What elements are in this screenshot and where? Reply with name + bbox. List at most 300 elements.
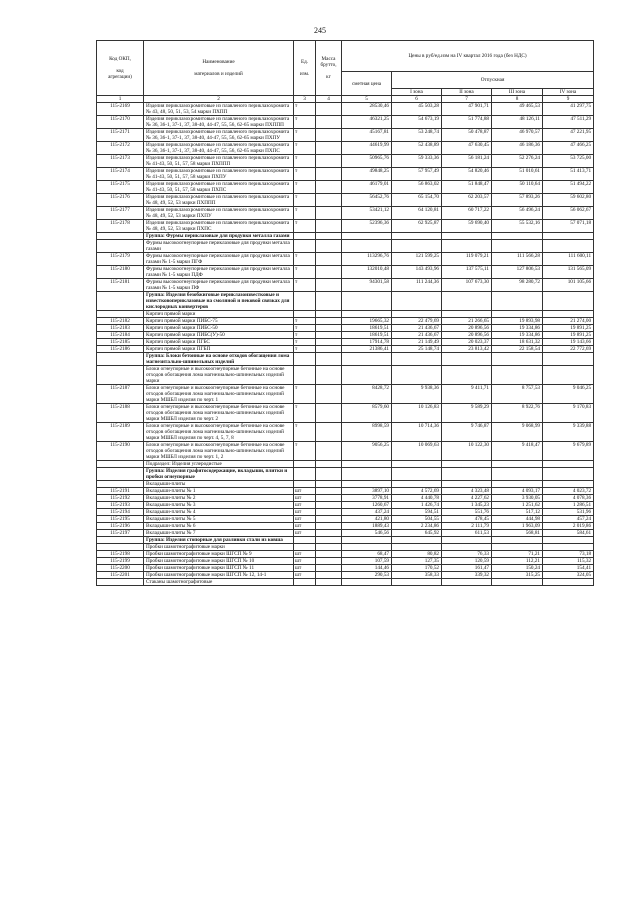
row-name: Блоки огнеупорные и высокоогнеупорные бетонные на основе отходов обогащения лома магнезиально-шпинельных изделий марки МШБЛ изделия по черт. 4, 5, 7, 8 [144,423,294,442]
row-unit: т [294,442,316,461]
column-index-row [97,96,594,103]
row-price: 21 274,00 [543,318,594,325]
row-price: 47 901,71 [442,103,492,116]
row-price: 127 806,53 [492,266,543,279]
row-price: 51 494,22 [543,181,594,194]
row-price: 150,24 [492,565,543,572]
row-name: Фурмы высокоогнеупорные периклазовые для продувки металла газами № 1-5 марки ПГФ [144,253,294,266]
row-empty-cell [392,461,442,468]
row-unit: т [294,194,316,207]
row-empty-cell [543,353,594,366]
row-price: 111 566,28 [492,253,543,266]
row-price: 4 093,17 [492,488,543,495]
row-price: 9 339,88 [543,423,594,442]
row-price: 611,53 [442,530,492,537]
row-price: 19 893,98 [492,318,543,325]
table-body [97,103,594,586]
group-heading-row [97,292,594,311]
row-empty-cell [392,353,442,366]
row-price: 8579,60 [342,404,392,423]
row-price: 57 071,18 [543,220,594,233]
row-price: 41 297,75 [543,103,594,116]
row-empty-cell [492,292,543,311]
row-empty-cell [492,579,543,586]
table-row [97,168,594,181]
row-price: 531,96 [543,509,594,516]
group-heading-row [97,233,594,240]
row-code: 115-2201 [97,572,144,579]
row-empty-cell [392,240,442,253]
row-code: 115-2190 [97,442,144,461]
row-empty-cell [543,240,594,253]
row-code: 115-2191 [97,488,144,495]
row-code: 115-2187 [97,385,144,404]
row-price: 46 970,57 [492,129,543,142]
table-row [97,385,594,404]
row-empty-cell [492,481,543,488]
row-price: 62 203,57 [442,194,492,207]
row-heading: Стаканы шамотнографитовые [144,579,294,586]
row-name: Изделия периклазохромитовые из плавленого периклазохромита № 41-43, 50, 51, 57, 58 марки ПХПУ [144,168,294,181]
row-price: 76,33 [442,551,492,558]
row-mass [316,565,342,572]
row-price: 421,80 [342,516,392,523]
table-row [97,103,594,116]
row-price: 59 690,40 [442,220,492,233]
row-code [97,481,144,488]
row-price: 18619,51 [342,332,392,339]
row-empty-cell [316,311,342,318]
row-empty-cell [442,311,492,318]
row-empty-cell [342,366,392,385]
row-empty-cell [543,468,594,481]
row-price: 19 891,25 [543,332,594,339]
table-row [97,279,594,292]
row-empty-cell [492,353,543,366]
row-heading: Кирпич прямой марки [144,311,294,318]
row-code: 115-2195 [97,516,144,523]
row-unit: т [294,155,316,168]
row-price: 546,56 [342,530,392,537]
subheading-row [97,366,594,385]
row-empty-cell [342,481,392,488]
row-price: 4 227,62 [442,495,492,502]
row-price: 161,47 [442,565,492,572]
row-price: 25 148,74 [392,346,442,353]
row-price: 119 079,21 [442,253,492,266]
row-code: 115-2198 [97,551,144,558]
row-code [97,537,144,544]
row-price: 131 565,09 [543,266,594,279]
row-empty-cell [492,366,543,385]
row-price: 1 251,62 [492,502,543,509]
row-empty-cell [294,233,316,240]
row-price: 2 019,86 [543,523,594,530]
row-price: 584,61 [543,530,594,537]
row-name: Фурмы высокоогнеупорные периклазовые для продувки металла газами № 1-5 марки ПДФ [144,266,294,279]
row-mass [316,253,342,266]
row-price: 56 863,02 [392,181,442,194]
row-price: 2 111,79 [442,523,492,530]
group-heading-row [97,353,594,366]
row-name: Кирпич прямой марки ПИБС-50 [144,325,294,332]
header-otpusk: Отпускная [392,72,594,89]
row-price: 9056,25 [342,442,392,461]
row-price: 143 493,96 [392,266,442,279]
row-price: 56 496,24 [492,207,543,220]
row-empty-cell [492,544,543,551]
row-price: 107,59 [342,558,392,565]
row-empty-cell [442,353,492,366]
row-price: 21 149,49 [392,339,442,346]
row-mass [316,181,342,194]
row-price: 444,98 [492,516,543,523]
subheading-row [97,544,594,551]
row-code: 115-2170 [97,116,144,129]
row-price: 645,92 [392,530,442,537]
row-unit: т [294,318,316,325]
row-mass [316,551,342,558]
row-price: 1260,67 [342,502,392,509]
row-price: 115,32 [543,558,594,565]
row-unit: шт [294,530,316,537]
row-empty-cell [342,292,392,311]
row-name: Изделия периклазохромитовые из плавленого периклазохромита № 48, 49, 52, 53 марки ПХПС [144,220,294,233]
row-price: 64 120,81 [392,207,442,220]
row-empty-cell [294,461,316,468]
row-name: Пробки шамотнографитовые марки ШГСП № 11 [144,565,294,572]
row-price: 47 466,25 [543,142,594,155]
row-price: 20 023,37 [442,339,492,346]
row-price: 10 714,36 [392,423,442,442]
row-price: 53 725,00 [543,155,594,168]
row-unit: т [294,346,316,353]
row-price: 10 122,30 [442,442,492,461]
row-mass [316,325,342,332]
row-price: 50965,76 [342,155,392,168]
row-price: 53421,12 [342,207,392,220]
row-price: 68,47 [342,551,392,558]
row-code: 115-2175 [97,181,144,194]
row-price: 144,46 [342,565,392,572]
table-row [97,325,594,332]
row-name: Блоки огнеупорные и высокоогнеупорные бетонные на основе отходов обогащения лома магнезиально-шпинельных изделий марки МШБЛ изделия по черт. 1 [144,385,294,404]
row-empty-cell [442,292,492,311]
row-name: Фурмы высокоогнеупорные периклазовые для продувки металла газами № 1-5 марки ПФ [144,279,294,292]
row-heading: Группа: Изделия графитосодержащие, вкладыши, плитки и пробки огнеупорные [144,468,294,481]
row-mass [316,558,342,565]
header-unit: Ед. изм. [294,41,316,96]
table-row [97,194,594,207]
row-price: 60 717,22 [442,207,492,220]
row-price: 45167,81 [342,129,392,142]
row-unit: шт [294,565,316,572]
row-unit: т [294,168,316,181]
row-name: Блоки огнеупорные и высокоогнеупорные бетонные на основе отходов обогащения лома магнезиально-шпинельных изделий марки МШБЛ изделия по черт. 1, 2 [144,442,294,461]
row-price: 56 062,67 [543,207,594,220]
row-name: Кирпич прямой марки ПИБС(У)-50 [144,332,294,339]
row-price: 47 630,45 [442,142,492,155]
row-price: 120,59 [442,558,492,565]
row-empty-cell [294,366,316,385]
row-name: Изделия периклазохромитовые из плавленого периклазохромита № 36, 36-1, 37-1, 37, 38-40, 44-47, 55, 56, 62-65 марки ПХПС [144,142,294,155]
col-index: 3 [294,96,316,103]
row-code [97,240,144,253]
row-price: 8 922,76 [492,404,543,423]
row-name: Пробки шамотнографитовые марки ШГСП № 10 [144,558,294,565]
row-unit: шт [294,558,316,565]
row-empty-cell [392,537,442,544]
row-empty-cell [342,537,392,544]
row-unit: шт [294,502,316,509]
table-row [97,116,594,129]
col-index: 4 [316,96,342,103]
table-row [97,181,594,194]
row-unit: т [294,116,316,129]
row-mass [316,385,342,404]
row-empty-cell [492,311,543,318]
row-price: 94301,58 [342,279,392,292]
row-unit: шт [294,551,316,558]
row-name: Вкладыши-плиты № 6 [144,523,294,530]
row-empty-cell [316,537,342,544]
row-code: 115-2174 [97,168,144,181]
row-unit: т [294,385,316,404]
row-empty-cell [543,481,594,488]
row-price: 3778,91 [342,495,392,502]
table-row [97,318,594,325]
row-price: 21 436,67 [392,325,442,332]
row-empty-cell [442,481,492,488]
row-price: 10 126,83 [392,404,442,423]
col-index: 2 [144,96,294,103]
row-empty-cell [342,461,392,468]
row-empty-cell [392,544,442,551]
row-empty-cell [442,537,492,544]
row-empty-cell [543,579,594,586]
col-index: 7 [442,96,492,103]
row-price: 551,76 [442,509,492,516]
table-row [97,339,594,346]
row-code [97,461,144,468]
table-row [97,502,594,509]
row-code [97,233,144,240]
row-code: 115-2181 [97,279,144,292]
subheading-row [97,461,594,468]
col-index: 5 [342,96,392,103]
row-code: 115-2179 [97,253,144,266]
row-price: 1 286,51 [543,502,594,509]
row-name: Кирпич прямой марки ПГБС [144,339,294,346]
row-empty-cell [442,579,492,586]
row-empty-cell [442,468,492,481]
row-empty-cell [392,366,442,385]
row-name: Пробки шамотнографитовые марки ШГСП № 12, 14-1 [144,572,294,579]
row-empty-cell [294,468,316,481]
row-unit: т [294,253,316,266]
row-unit: т [294,266,316,279]
row-empty-cell [342,544,392,551]
row-mass [316,220,342,233]
row-code: 115-2183 [97,325,144,332]
row-price: 21 266,65 [442,318,492,325]
row-price: 19 334,86 [492,325,543,332]
row-mass [316,168,342,181]
row-heading: Группа: Фурмы периклазовые для продувки металла газами [144,233,294,240]
row-price: 51 848,47 [442,181,492,194]
row-unit: т [294,220,316,233]
row-unit: т [294,404,316,423]
table-row [97,551,594,558]
row-code: 115-2178 [97,220,144,233]
row-mass [316,423,342,442]
row-price: 59 333,36 [392,155,442,168]
row-price: 71,21 [492,551,543,558]
row-empty-cell [294,311,316,318]
row-unit: т [294,129,316,142]
table-row [97,423,594,442]
row-price: 437,24 [342,509,392,516]
row-name: Вкладыши-плиты № 7 [144,530,294,537]
row-price: 18619,51 [342,325,392,332]
row-empty-cell [294,579,316,586]
row-mass [316,404,342,423]
row-price: 504,55 [392,516,442,523]
row-heading: Блоки огнеупорные и высокоогнеупорные бетонные на основе отходов обогащения лома магнезиально-шпинельных изделий марки [144,366,294,385]
row-mass [316,318,342,325]
row-price: 315,25 [492,572,543,579]
row-heading: Группа: Изделия безобжиговые периклазоизвестковые и известковопериклазовые на смоляной и пековой связках для кислородных конвертеров [144,292,294,311]
row-price: 45 503,28 [392,103,442,116]
row-name: Изделия периклазохромитовые из плавленого периклазохромита № 41-43, 50, 51, 57, 58 марки ПХПС [144,181,294,194]
row-price: 9 938,36 [392,385,442,404]
price-table [96,40,594,586]
row-empty-cell [492,537,543,544]
row-price: 23 813,42 [442,346,492,353]
row-name: Пробки шамотнографитовые марки ШГСП № 9 [144,551,294,558]
row-price: 54 820,46 [442,168,492,181]
row-code: 115-2185 [97,339,144,346]
row-empty-cell [294,544,316,551]
row-price: 358,33 [392,572,442,579]
row-price: 4 572,69 [392,488,442,495]
row-price: 46 186,36 [492,142,543,155]
row-price: 324,05 [543,572,594,579]
row-price: 47 511,29 [543,116,594,129]
row-mass [316,207,342,220]
row-empty-cell [543,292,594,311]
row-heading: Группа: Изделия стопорные для разливки стали из ковша [144,537,294,544]
row-name: Вкладыши-плиты № 5 [144,516,294,523]
row-price: 4 323,48 [442,488,492,495]
row-empty-cell [342,240,392,253]
row-code: 115-2172 [97,142,144,155]
row-code: 115-2194 [97,509,144,516]
row-price: 107 673,30 [442,279,492,292]
row-price: 9 411,71 [442,385,492,404]
row-empty-cell [342,311,392,318]
row-price: 1 345,23 [442,502,492,509]
row-unit: шт [294,572,316,579]
row-price: 55 532,16 [492,220,543,233]
row-unit: т [294,332,316,339]
group-heading-row [97,537,594,544]
table-row [97,253,594,266]
row-price: 21 436,67 [392,332,442,339]
row-unit: т [294,279,316,292]
row-price: 10 069,63 [392,442,442,461]
col-index: 9 [543,96,594,103]
row-code: 115-2169 [97,103,144,116]
row-price: 20 896,56 [442,325,492,332]
row-price: 56452,76 [342,194,392,207]
row-price: 52 276,24 [492,155,543,168]
subheading-row [97,579,594,586]
row-mass [316,509,342,516]
row-price: 478,45 [442,516,492,523]
row-empty-cell [442,461,492,468]
row-code: 115-2186 [97,346,144,353]
row-empty-cell [543,366,594,385]
row-price: 8 757,53 [492,385,543,404]
row-price: 8998,59 [342,423,392,442]
header-zone-4: IV зона [543,89,594,96]
row-empty-cell [543,544,594,551]
header-zone-2: II зона [442,89,492,96]
row-heading: Подраздел: Изделия углеродистые [144,461,294,468]
page-number: 245 [314,26,326,35]
row-name: Кирпич прямой марки ПГБП [144,346,294,353]
row-name: Изделия периклазохромитовые из плавленого периклазохромита № 43, 48, 50, 51, 53, 54 марки ПХПП [144,103,294,116]
row-price: 9 170,83 [543,404,594,423]
row-price: 57 957,49 [392,168,442,181]
row-price: 52 438,89 [392,142,442,155]
row-empty-cell [294,240,316,253]
table-row [97,558,594,565]
row-code: 115-2173 [97,155,144,168]
row-code [97,292,144,311]
row-mass [316,116,342,129]
row-price: 111 244,36 [392,279,442,292]
row-name: Изделия периклазохромитовые из плавленого периклазохромита № 48, 49, 52, 53 марки ПХППП [144,194,294,207]
row-empty-cell [442,366,492,385]
table-row [97,488,594,495]
row-price: 51 774,88 [442,116,492,129]
row-mass [316,279,342,292]
header-name: Наименование материалов и изделий [144,41,294,96]
row-price: 112,21 [492,558,543,565]
row-empty-cell [294,537,316,544]
row-code: 115-2176 [97,194,144,207]
subheading-row [97,311,594,318]
row-empty-cell [392,579,442,586]
row-empty-cell [316,481,342,488]
row-price: 594,51 [392,509,442,516]
row-price: 80,82 [392,551,442,558]
row-empty-cell [316,461,342,468]
row-mass [316,523,342,530]
row-price: 9 679,89 [543,442,594,461]
row-code: 115-2184 [97,332,144,339]
row-empty-cell [543,537,594,544]
table-row [97,516,594,523]
row-mass [316,155,342,168]
row-price: 9 046,25 [543,385,594,404]
row-price: 4 440,78 [392,495,442,502]
row-code: 115-2192 [97,495,144,502]
row-empty-cell [316,353,342,366]
row-empty-cell [342,233,392,240]
